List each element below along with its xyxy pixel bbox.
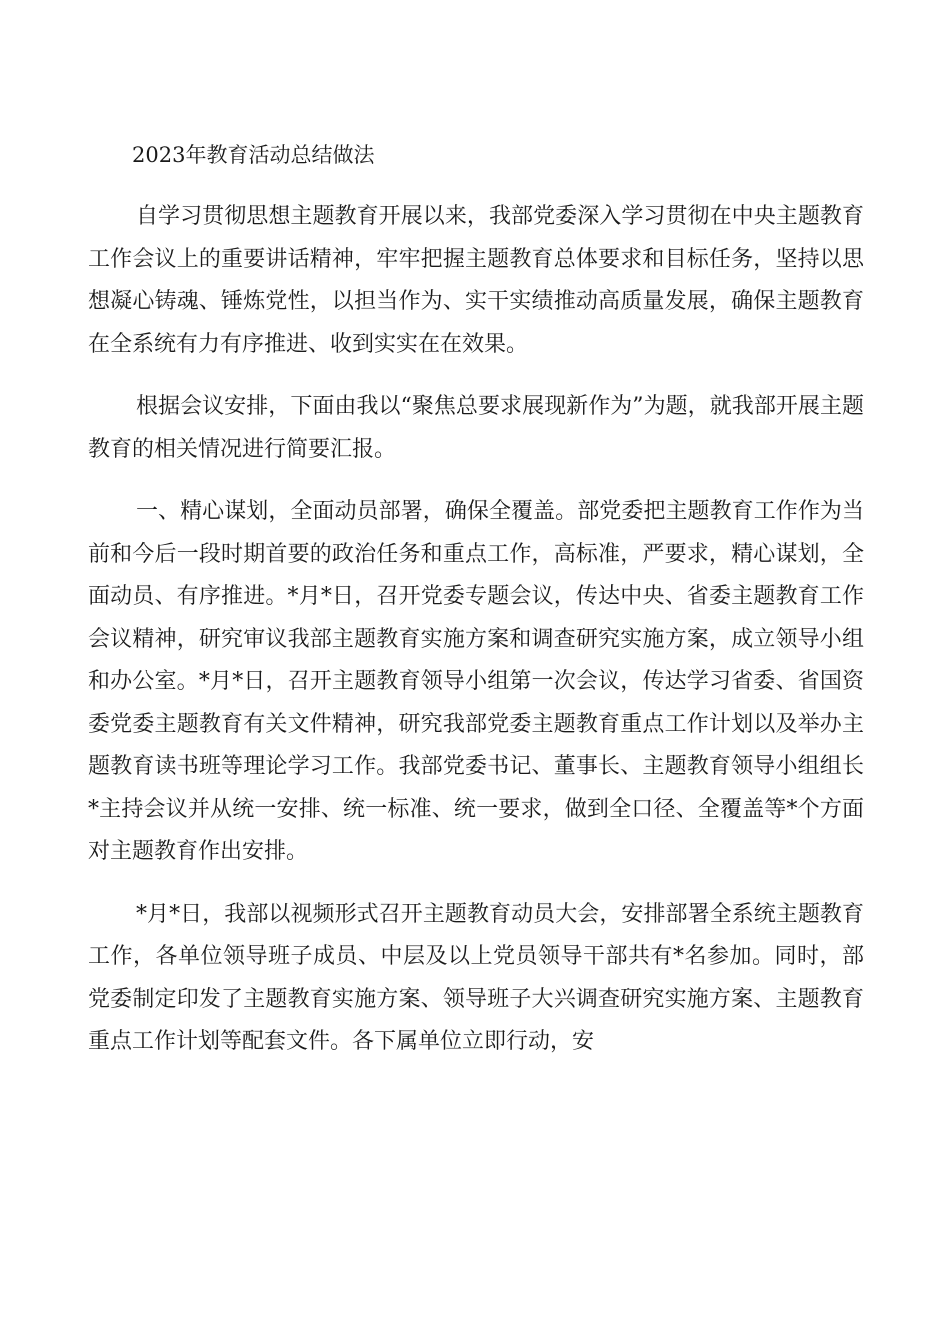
paragraph-section-one: 一、精心谋划，全面动员部署，确保全覆盖。部党委把主题教育工作作为当前和今后一段时期首要的政治任务和重点工作，高标准，严要求，精心谋划，全面动员、有序推进。*月*日，召开党委专题会议，传达中央、省委主题教育工作会议精神，研究审议我部主题教育实施方案和调查研究实施方案，成立领导小组和办公室。*月*日，召开主题教育领导小组第一次会议，传达学习省委、省国资委党委主题教育有关文件精神，研究我部党委主题教育重点工作计划以及举办主题教育读书班等理论学习工作。我部党委书记、董事长、主题教育领导小组组长*主持会议并从统一安排、统一标准、统一要求，做到全口径、全覆盖等*个方面对主题教育作出安排。 [88,499,864,864]
document-body [88,134,864,1064]
paragraph-mobilization-meeting: *月*日，我部以视频形式召开主题教育动员大会，安排部署全系统主题教育工作，各单位领导班子成员、中层及以上党员领导干部共有*名参加。同时，部党委制定印发了主题教育实施方案、领导班子大兴调查研究实施方案、主题教育重点工作计划等配套文件。各下属单位立即行动，安 [88,901,864,1054]
spacer [88,874,864,894]
spacer [88,471,864,491]
paragraph-intro: 自学习贯彻思想主题教育开展以来，我部党委深入学习贯彻在中央主题教育工作会议上的重要讲话精神，牢牢把握主题教育总体要求和目标任务，坚持以思想凝心铸魂、锤炼党性，以担当作为、实干实绩推动高质量发展，确保主题教育在全系统有力有序推进、收到实实在在效果。 [88,204,864,357]
paragraph-report-topic: 根据会议安排，下面由我以“聚焦总要求展现新作为”为题，就我部开展主题教育的相关情况进行简要汇报。 [88,394,864,462]
spacer [88,366,864,386]
spacer [88,176,864,196]
document-title: 2023年教育活动总结做法 [132,143,375,167]
